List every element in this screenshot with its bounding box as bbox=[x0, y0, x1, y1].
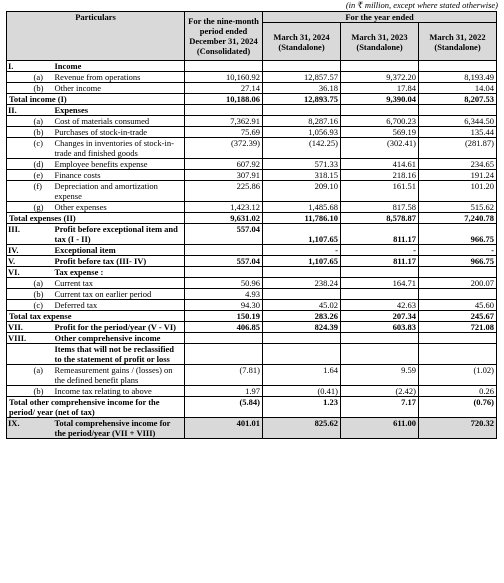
value-fy2023: (2.42) bbox=[341, 386, 419, 397]
row-subletter bbox=[33, 245, 53, 256]
table-row bbox=[7, 181, 497, 202]
value-fy2024: 1,107.65 bbox=[263, 256, 341, 267]
value-fy2024 bbox=[263, 333, 341, 344]
row-number: IX. bbox=[7, 418, 33, 439]
value-fy2023: 811.17 bbox=[341, 224, 419, 245]
value-fy2024: 1,107.65 bbox=[263, 224, 341, 245]
value-fy2024: 36.18 bbox=[263, 83, 341, 94]
row-label: Depreciation and amortization expense bbox=[53, 181, 185, 202]
table-row bbox=[7, 224, 497, 245]
value-nine-month: 50.96 bbox=[185, 278, 263, 289]
row-number: III. bbox=[7, 224, 33, 245]
table-row bbox=[7, 202, 497, 213]
value-fy2023: 414.61 bbox=[341, 159, 419, 170]
value-fy2024: 1,485.68 bbox=[263, 202, 341, 213]
table-row bbox=[7, 245, 497, 256]
value-nine-month: (5.84) bbox=[185, 397, 263, 418]
row-label: Revenue from operations bbox=[53, 72, 185, 83]
row-subletter: (a) bbox=[33, 116, 53, 127]
value-nine-month: (372.39) bbox=[185, 138, 263, 159]
value-fy2022: (1.02) bbox=[419, 365, 497, 386]
value-fy2022: 8,193.49 bbox=[419, 72, 497, 83]
value-fy2024: 825.62 bbox=[263, 418, 341, 439]
table-row bbox=[7, 365, 497, 386]
value-fy2022 bbox=[419, 105, 497, 116]
value-fy2023: 6,700.23 bbox=[341, 116, 419, 127]
value-fy2023: 9.59 bbox=[341, 365, 419, 386]
row-number bbox=[7, 344, 33, 365]
row-subletter: (g) bbox=[33, 202, 53, 213]
value-nine-month: 557.04 bbox=[185, 256, 263, 267]
header-particulars: Particulars bbox=[7, 12, 185, 61]
value-nine-month: 225.86 bbox=[185, 181, 263, 202]
value-fy2022 bbox=[419, 61, 497, 72]
value-fy2023: 817.58 bbox=[341, 202, 419, 213]
value-fy2024: (142.25) bbox=[263, 138, 341, 159]
row-label: Other comprehensive income bbox=[53, 333, 185, 344]
value-fy2023: 42.63 bbox=[341, 300, 419, 311]
value-fy2023: 811.17 bbox=[341, 256, 419, 267]
row-subletter: (a) bbox=[33, 278, 53, 289]
financial-statement-table bbox=[6, 11, 497, 439]
header-row-1 bbox=[7, 12, 497, 23]
value-nine-month: (7.81) bbox=[185, 365, 263, 386]
table-row bbox=[7, 72, 497, 83]
value-fy2024: 571.33 bbox=[263, 159, 341, 170]
value-fy2023: 9,390.04 bbox=[341, 94, 419, 105]
value-nine-month bbox=[185, 267, 263, 278]
value-fy2024: 11,786.10 bbox=[263, 213, 341, 224]
units-note: (in ₹ million, except where stated otherwise) bbox=[345, 0, 498, 10]
value-nine-month: 10,160.92 bbox=[185, 72, 263, 83]
value-nine-month: 9,631.02 bbox=[185, 213, 263, 224]
value-fy2022: 45.60 bbox=[419, 300, 497, 311]
row-subletter bbox=[33, 61, 53, 72]
value-fy2023: - bbox=[341, 245, 419, 256]
row-label: Total comprehensive income for the period/year (VII + VIII) bbox=[53, 418, 185, 439]
value-fy2024: 283.26 bbox=[263, 311, 341, 322]
value-fy2024: 12,857.57 bbox=[263, 72, 341, 83]
value-fy2023: 9,372.20 bbox=[341, 72, 419, 83]
header-nine-month: For the nine-month period ended December 31, 2024 (Consolidated) bbox=[185, 12, 263, 61]
table-row bbox=[7, 386, 497, 397]
value-nine-month: 557.04 bbox=[185, 224, 263, 245]
value-fy2023: 7.17 bbox=[341, 397, 419, 418]
row-subletter bbox=[33, 418, 53, 439]
value-fy2024 bbox=[263, 105, 341, 116]
header-year-ended: For the year ended bbox=[263, 12, 497, 23]
header-fy2023: March 31, 2023 (Standalone) bbox=[341, 23, 419, 61]
value-fy2022: 7,240.78 bbox=[419, 213, 497, 224]
header-fy2024: March 31, 2024 (Standalone) bbox=[263, 23, 341, 61]
value-fy2022: (0.76) bbox=[419, 397, 497, 418]
table-row bbox=[7, 397, 497, 418]
table-row bbox=[7, 333, 497, 344]
table-row bbox=[7, 170, 497, 181]
row-total-label: Total income (I) bbox=[7, 94, 185, 105]
row-subletter bbox=[33, 256, 53, 267]
value-fy2023: 569.19 bbox=[341, 127, 419, 138]
row-subletter: (a) bbox=[33, 72, 53, 83]
row-subletter: (c) bbox=[33, 138, 53, 159]
value-nine-month: 75.69 bbox=[185, 127, 263, 138]
value-nine-month: 10,188.06 bbox=[185, 94, 263, 105]
row-label: Changes in inventories of stock-in-trade and finished goods bbox=[53, 138, 185, 159]
value-nine-month bbox=[185, 333, 263, 344]
value-nine-month: 607.92 bbox=[185, 159, 263, 170]
row-subletter: (b) bbox=[33, 386, 53, 397]
table-row bbox=[7, 311, 497, 322]
value-fy2022: 720.32 bbox=[419, 418, 497, 439]
row-number bbox=[7, 116, 33, 127]
value-fy2024: 8,287.16 bbox=[263, 116, 341, 127]
row-label: Profit for the period/year (V - VI) bbox=[53, 322, 185, 333]
table-row bbox=[7, 105, 497, 116]
row-subletter: (e) bbox=[33, 170, 53, 181]
value-fy2023: 17.84 bbox=[341, 83, 419, 94]
value-fy2023: 164.71 bbox=[341, 278, 419, 289]
table-row bbox=[7, 116, 497, 127]
value-fy2023: 603.83 bbox=[341, 322, 419, 333]
row-number: I. bbox=[7, 61, 33, 72]
value-fy2022: - bbox=[419, 245, 497, 256]
value-fy2023: 161.51 bbox=[341, 181, 419, 202]
row-number bbox=[7, 159, 33, 170]
value-fy2023 bbox=[341, 289, 419, 300]
row-subletter: (d) bbox=[33, 159, 53, 170]
value-fy2023 bbox=[341, 61, 419, 72]
value-nine-month: 7,362.91 bbox=[185, 116, 263, 127]
value-nine-month: 1.97 bbox=[185, 386, 263, 397]
value-fy2022: 0.26 bbox=[419, 386, 497, 397]
value-nine-month bbox=[185, 245, 263, 256]
row-label: Tax expense : bbox=[53, 267, 185, 278]
row-label: Employee benefits expense bbox=[53, 159, 185, 170]
row-label: Current tax on earlier period bbox=[53, 289, 185, 300]
row-number: VII. bbox=[7, 322, 33, 333]
table-row bbox=[7, 159, 497, 170]
row-label: Profit before tax (III- IV) bbox=[53, 256, 185, 267]
row-subletter bbox=[33, 105, 53, 116]
table-row bbox=[7, 300, 497, 311]
row-label: Other income bbox=[53, 83, 185, 94]
value-fy2024 bbox=[263, 344, 341, 365]
row-number: VI. bbox=[7, 267, 33, 278]
row-subletter: (c) bbox=[33, 300, 53, 311]
value-nine-month bbox=[185, 105, 263, 116]
value-fy2022: 200.07 bbox=[419, 278, 497, 289]
row-subletter: (f) bbox=[33, 181, 53, 202]
value-fy2024: 824.39 bbox=[263, 322, 341, 333]
value-fy2023 bbox=[341, 267, 419, 278]
value-fy2024: 1.23 bbox=[263, 397, 341, 418]
table-row bbox=[7, 61, 497, 72]
row-number bbox=[7, 138, 33, 159]
row-total-label: Total other comprehensive income for the period/ year (net of tax) bbox=[7, 397, 185, 418]
value-nine-month: 150.19 bbox=[185, 311, 263, 322]
row-subletter bbox=[33, 224, 53, 245]
value-fy2023: 207.34 bbox=[341, 311, 419, 322]
value-nine-month: 1,423.12 bbox=[185, 202, 263, 213]
row-label: Purchases of stock-in-trade bbox=[53, 127, 185, 138]
value-fy2024 bbox=[263, 61, 341, 72]
value-fy2024 bbox=[263, 289, 341, 300]
value-fy2022: 966.75 bbox=[419, 224, 497, 245]
value-nine-month: 401.01 bbox=[185, 418, 263, 439]
row-number bbox=[7, 300, 33, 311]
value-fy2022: 966.75 bbox=[419, 256, 497, 267]
value-fy2023 bbox=[341, 105, 419, 116]
row-label: Expenses bbox=[53, 105, 185, 116]
value-fy2024: 45.02 bbox=[263, 300, 341, 311]
value-nine-month: 4.93 bbox=[185, 289, 263, 300]
header-fy2022: March 31, 2022 (Standalone) bbox=[419, 23, 497, 61]
table-row bbox=[7, 289, 497, 300]
row-label: Exceptional item bbox=[53, 245, 185, 256]
value-fy2024 bbox=[263, 267, 341, 278]
value-fy2024: 209.10 bbox=[263, 181, 341, 202]
value-fy2024: - bbox=[263, 245, 341, 256]
value-fy2022: 14.04 bbox=[419, 83, 497, 94]
table-row bbox=[7, 418, 497, 439]
table-row bbox=[7, 127, 497, 138]
value-fy2022 bbox=[419, 289, 497, 300]
value-fy2023: 8,578.87 bbox=[341, 213, 419, 224]
row-number bbox=[7, 72, 33, 83]
value-nine-month: 307.91 bbox=[185, 170, 263, 181]
row-number bbox=[7, 181, 33, 202]
row-label: Income tax relating to above bbox=[53, 386, 185, 397]
row-label: Cost of materials consumed bbox=[53, 116, 185, 127]
row-number bbox=[7, 127, 33, 138]
value-nine-month bbox=[185, 61, 263, 72]
row-label: Current tax bbox=[53, 278, 185, 289]
table-row bbox=[7, 267, 497, 278]
row-number bbox=[7, 170, 33, 181]
row-number bbox=[7, 202, 33, 213]
row-number: V. bbox=[7, 256, 33, 267]
value-fy2022: 191.24 bbox=[419, 170, 497, 181]
row-label: Other expenses bbox=[53, 202, 185, 213]
row-number: VIII. bbox=[7, 333, 33, 344]
row-subletter bbox=[33, 333, 53, 344]
table-row bbox=[7, 83, 497, 94]
value-fy2023: 611.00 bbox=[341, 418, 419, 439]
value-fy2022: 234.65 bbox=[419, 159, 497, 170]
row-label: Deferred tax bbox=[53, 300, 185, 311]
row-subletter: (b) bbox=[33, 127, 53, 138]
row-total-label: Total tax expense bbox=[7, 311, 185, 322]
value-fy2022 bbox=[419, 333, 497, 344]
row-label: Items that will not be reclassified to the statement of profit or loss bbox=[53, 344, 185, 365]
table-row bbox=[7, 94, 497, 105]
table-row bbox=[7, 344, 497, 365]
value-nine-month: 94.30 bbox=[185, 300, 263, 311]
value-fy2024: 1.64 bbox=[263, 365, 341, 386]
row-number bbox=[7, 278, 33, 289]
row-number bbox=[7, 386, 33, 397]
value-fy2022: 101.20 bbox=[419, 181, 497, 202]
value-nine-month bbox=[185, 344, 263, 365]
value-fy2022: 245.67 bbox=[419, 311, 497, 322]
row-subletter: (b) bbox=[33, 289, 53, 300]
row-number: IV. bbox=[7, 245, 33, 256]
value-fy2023 bbox=[341, 333, 419, 344]
value-fy2022 bbox=[419, 267, 497, 278]
row-label: Remeasurement gains / (losses) on the defined benefit plans bbox=[53, 365, 185, 386]
row-number bbox=[7, 289, 33, 300]
value-fy2024: (0.41) bbox=[263, 386, 341, 397]
value-nine-month: 27.14 bbox=[185, 83, 263, 94]
table-row bbox=[7, 322, 497, 333]
value-fy2023: 218.16 bbox=[341, 170, 419, 181]
row-subletter: (b) bbox=[33, 83, 53, 94]
table-row bbox=[7, 138, 497, 159]
value-fy2022: 8,207.53 bbox=[419, 94, 497, 105]
value-fy2024: 318.15 bbox=[263, 170, 341, 181]
value-fy2024: 12,893.75 bbox=[263, 94, 341, 105]
value-fy2022: 721.08 bbox=[419, 322, 497, 333]
table-row bbox=[7, 256, 497, 267]
value-fy2023: (302.41) bbox=[341, 138, 419, 159]
row-number bbox=[7, 83, 33, 94]
row-label: Income bbox=[53, 61, 185, 72]
value-fy2023 bbox=[341, 344, 419, 365]
row-label: Finance costs bbox=[53, 170, 185, 181]
row-number bbox=[7, 365, 33, 386]
value-fy2024: 1,056.93 bbox=[263, 127, 341, 138]
row-subletter bbox=[33, 267, 53, 278]
row-subletter bbox=[33, 322, 53, 333]
table-row bbox=[7, 213, 497, 224]
row-total-label: Total expenses (II) bbox=[7, 213, 185, 224]
value-fy2022: (281.87) bbox=[419, 138, 497, 159]
value-fy2022: 6,344.50 bbox=[419, 116, 497, 127]
value-fy2024: 238.24 bbox=[263, 278, 341, 289]
row-number: II. bbox=[7, 105, 33, 116]
row-subletter bbox=[33, 344, 53, 365]
row-label: Profit before exceptional item and tax (I - II) bbox=[53, 224, 185, 245]
row-subletter: (a) bbox=[33, 365, 53, 386]
value-fy2022: 135.44 bbox=[419, 127, 497, 138]
table-row bbox=[7, 278, 497, 289]
value-fy2022: 515.62 bbox=[419, 202, 497, 213]
value-nine-month: 406.85 bbox=[185, 322, 263, 333]
value-fy2022 bbox=[419, 344, 497, 365]
